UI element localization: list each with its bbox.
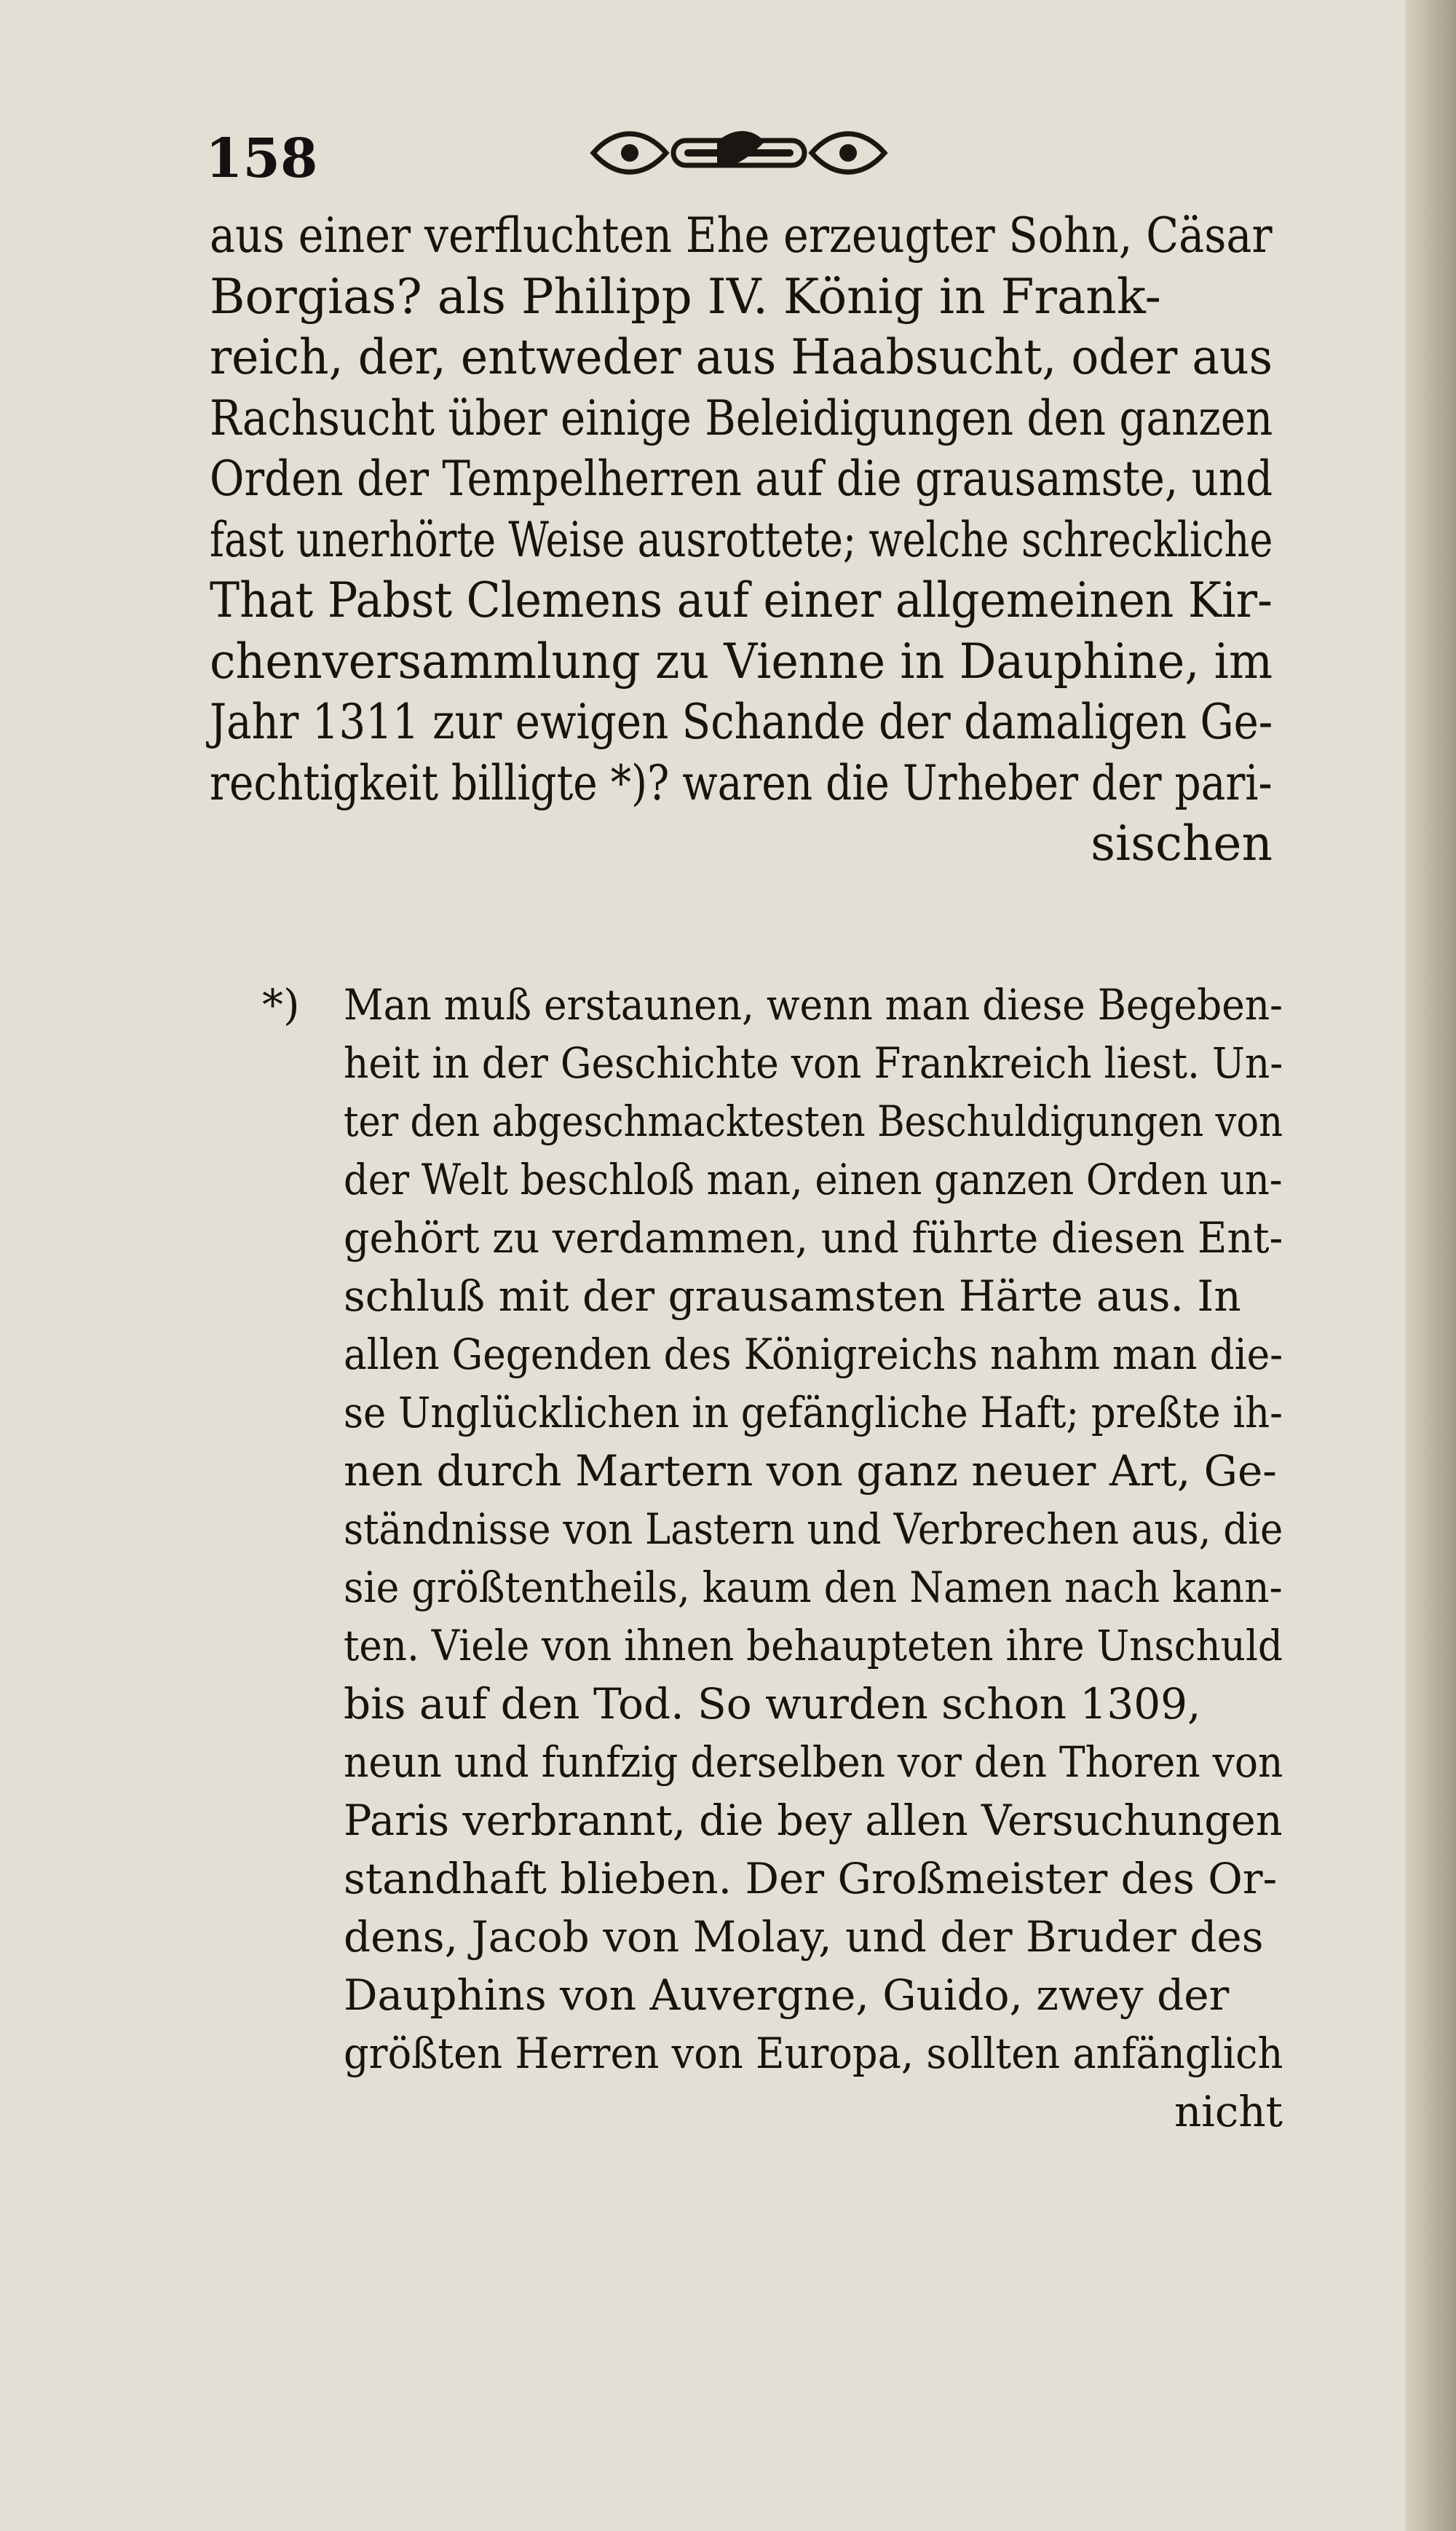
footnote-line: ten. Viele von ihnen behaupteten ihre Unschuld [344, 1621, 1283, 1670]
text-line: Orden der Tempelherren auf die grausamste, und [210, 451, 1273, 507]
text-line: aus einer verfluchten Ehe erzeugter Sohn, Cäsar [210, 208, 1273, 264]
footnote-line: sie größtentheils, kaum den Namen nach kann- [344, 1563, 1283, 1612]
footnote-line: neun und funfzig derselben vor den Thoren von [344, 1737, 1283, 1787]
page-edge [1405, 0, 1456, 2531]
footnote-line: allen Gegenden des Königreichs nahm man die- [344, 1330, 1283, 1379]
footnote-line: heit in der Geschichte von Frankreich liest. Un- [344, 1038, 1283, 1088]
footnote-line: nen durch Martern von ganz neuer Art, Ge- [344, 1446, 1277, 1496]
text-line: fast unerhörte Weise ausrottete; welche schreckliche [210, 511, 1273, 568]
footnote-line: größten Herren von Europa, sollten anfänglich [344, 2029, 1283, 2078]
footnote-line: Man muß erstaunen, wenn man diese Begeben- [344, 980, 1283, 1030]
text-line: Borgias? als Philipp IV. König in Frank- [210, 268, 1161, 325]
footnote-line: gehört zu verdammen, und führte diesen Ent- [344, 1213, 1283, 1263]
footnote-body [344, 976, 1283, 2141]
footnote-line: se Unglücklichen in gefängliche Haft; preßte ih- [344, 1388, 1283, 1437]
text-line: That Pabst Clemens auf einer allgemeinen Kir- [210, 572, 1273, 628]
catchword: nicht [1174, 2087, 1283, 2136]
text-line: rechtigkeit billigte *)? waren die Urheber der pari- [210, 754, 1273, 811]
footnote-line: der Welt beschloß man, einen ganzen Orden un- [344, 1155, 1283, 1204]
footnote-line: dens, Jacob von Molay, und der Bruder des [344, 1912, 1264, 1962]
text-line: chenversammlung zu Vienne in Dauphine, im [210, 633, 1273, 690]
catchword: sischen [1091, 816, 1273, 872]
page-number: 158 [205, 127, 318, 190]
footnote-block [262, 976, 1283, 2141]
decorative-flourish-icon [586, 120, 892, 186]
footnote-line: ter den abgeschmacktesten Beschuldigungen von [344, 1097, 1283, 1146]
footnote-line: Paris verbrannt, die bey allen Versuchungen [344, 1796, 1283, 1845]
text-line: Rachsucht über einige Beleidigungen den ganzen [210, 390, 1273, 446]
footnote-line: bis auf den Tod. So wurden schon 1309, [344, 1679, 1201, 1729]
footnote-line: Dauphins von Auvergne, Guido, zwey der [344, 1970, 1230, 2020]
footnote-line: ständnisse von Lastern und Verbrechen aus, die [344, 1504, 1283, 1554]
text-line: Jahr 1311 zur ewigen Schande der damaligen Ge- [210, 694, 1273, 750]
main-text-block [210, 205, 1273, 874]
footnote-marker: *) [262, 980, 300, 1030]
footnote-line: standhaft blieben. Der Großmeister des Or- [344, 1854, 1278, 1903]
text-line: reich, der, entweder aus Haabsucht, oder aus [210, 329, 1273, 385]
footnote-line: schluß mit der grausamsten Härte aus. In [344, 1271, 1241, 1321]
